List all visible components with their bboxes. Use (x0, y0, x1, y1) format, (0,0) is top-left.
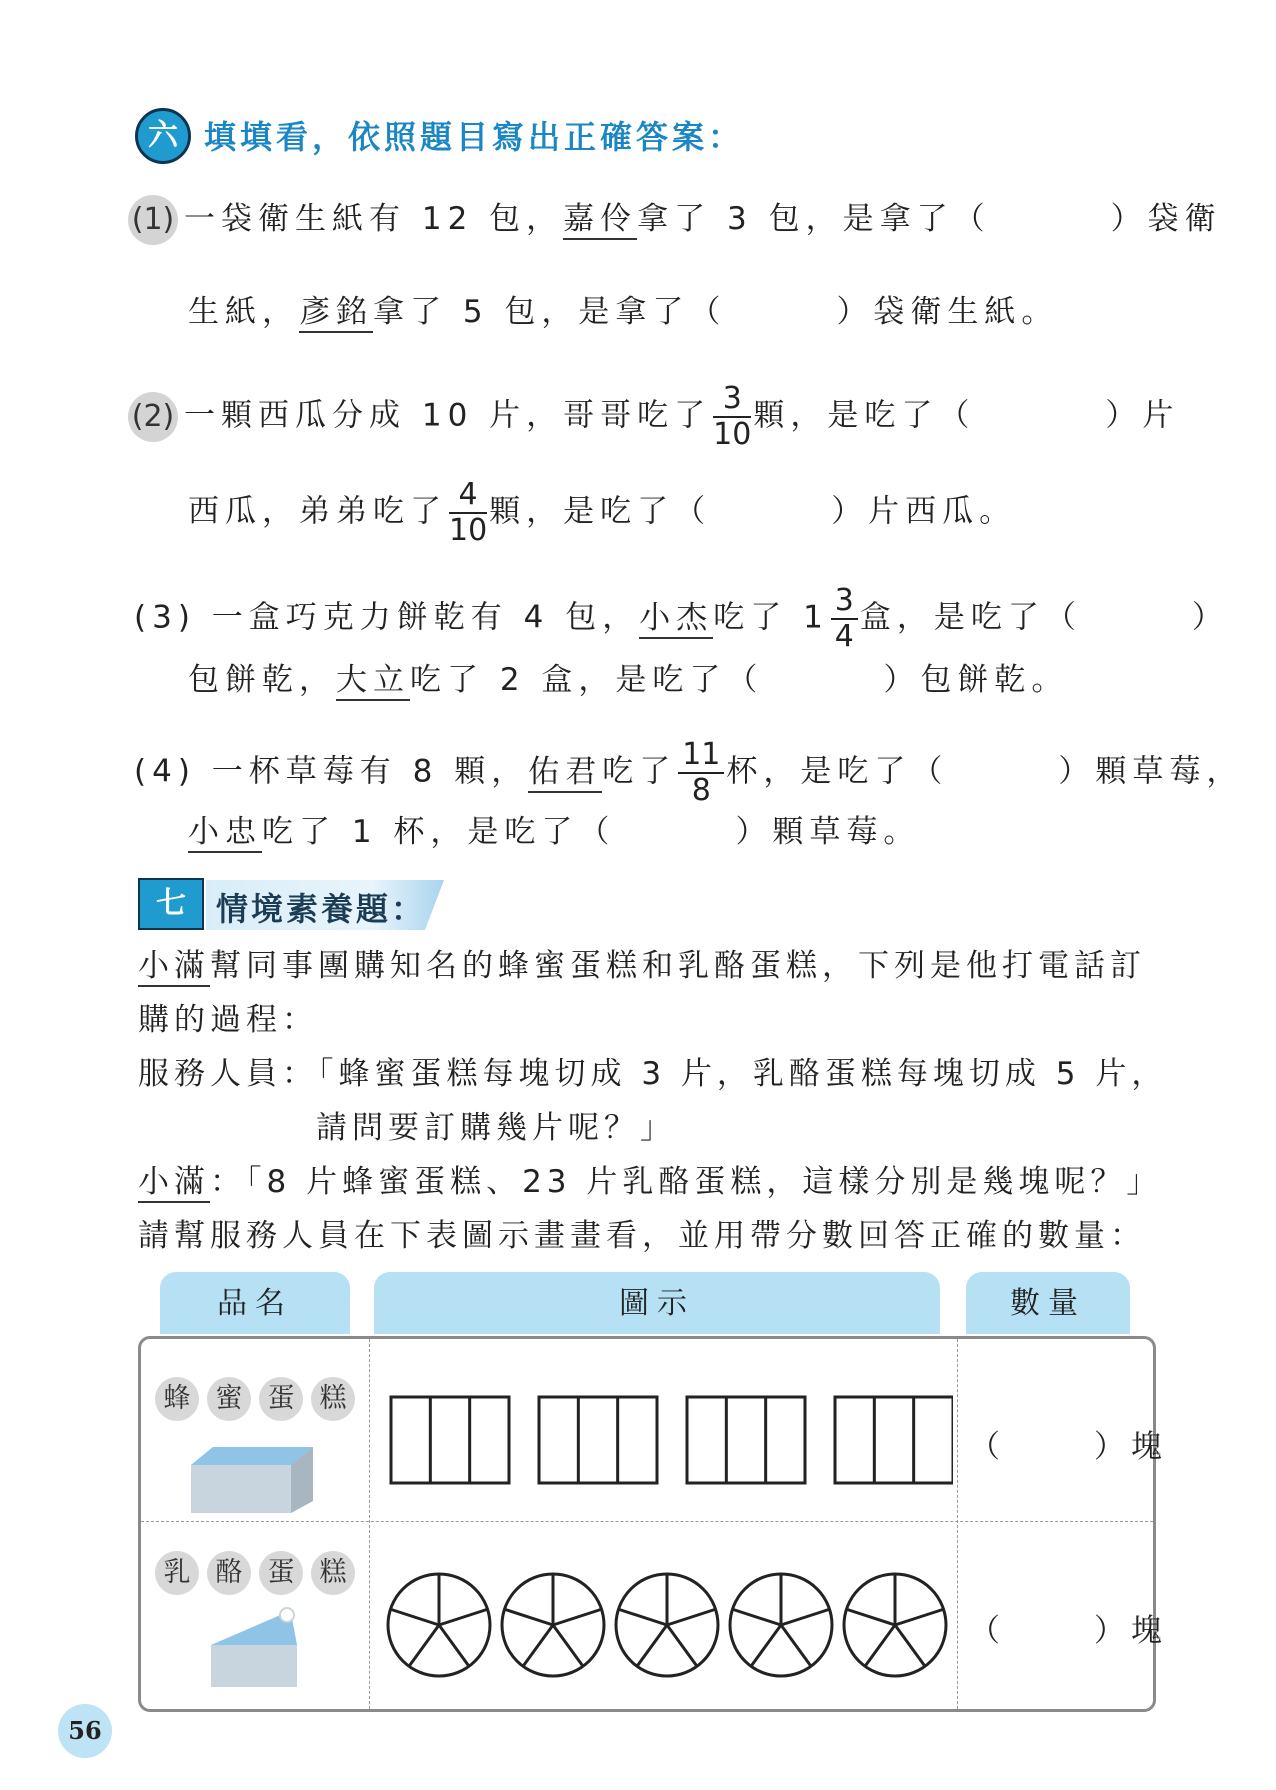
cake-block-rect (687, 1397, 805, 1483)
rectangle-diagram (383, 1385, 953, 1495)
circle-diagram (383, 1565, 953, 1685)
s7-paragraph-1: 小滿幫同事團購知名的蜂蜜蛋糕和乳酪蛋糕，下列是他打電話訂 (138, 946, 1146, 986)
q3-number: (3) (134, 599, 196, 636)
q1-line-1: (1) 一袋衛生紙有 12 包，嘉伶拿了 3 包，是拿了（ ）袋衛 (128, 195, 1222, 245)
q3-line-2: 包餅乾，大立吃了 2 盒，是吃了（ ）包餅乾。 (188, 660, 1068, 700)
section-6-title: 填填看，依照題目寫出正確答案： (204, 118, 745, 156)
row-2-name: 乳 酪 蛋 糕 (155, 1551, 355, 1595)
fraction: $\frac{11}{8}$ (678, 738, 724, 808)
header-diagram: 圖示 (374, 1272, 940, 1334)
fraction: $\frac{4}{10}$ (449, 477, 488, 548)
honey-cake-icon (183, 1439, 323, 1519)
q2-line-1: (2) 一顆西瓜分成 10 片，哥哥吃了 $\frac{3}{10}$ 顆，是吃了（ ）片 (128, 382, 1179, 452)
s7-instruction: 請幫服務人員在下表圖示畫畫看，並用帶分數回答正確的數量： (138, 1218, 1146, 1254)
q3-line-1: (3) 一盒巧克力餅乾有 4 包，小杰吃了 1 $\frac{3}{4}$ 盒，是吃了（ ） (134, 583, 1229, 654)
person-name: 小滿 (138, 1164, 210, 1203)
cake-block-rect (539, 1397, 657, 1483)
row-1-name: 蜂 蜜 蛋 糕 (155, 1377, 355, 1421)
person-name: 彥銘 (299, 294, 373, 333)
cake-block-rect (391, 1397, 509, 1483)
cheese-cake-icon (201, 1605, 311, 1695)
fraction: $\frac{3}{4}$ (831, 584, 858, 654)
q1-number: (1) (128, 195, 178, 245)
s7-paragraph-2: 購的過程： (138, 1002, 318, 1038)
s7-dialogue-staff-cont: 請問要訂購幾片呢？」 (316, 1110, 676, 1146)
person-name: 小忠 (188, 814, 262, 853)
person-name: 小滿 (138, 948, 210, 987)
q2-line-2: 西瓜，弟弟吃了 $\frac{4}{10}$ 顆，是吃了（ ）片西瓜。 (188, 477, 1017, 548)
fraction: $\frac{3}{10}$ (713, 381, 752, 452)
person-name: 佑君 (528, 754, 602, 793)
row-1-quantity: （ ）塊 (969, 1429, 1168, 1465)
s7-dialogue-customer: 小滿：「8 片蜂蜜蛋糕、23 片乳酪蛋糕，這樣分別是幾塊呢？」 (138, 1162, 1162, 1202)
person-name: 小杰 (639, 600, 713, 639)
header-quantity: 數量 (966, 1272, 1130, 1334)
header-item-name: 品名 (160, 1272, 350, 1334)
q4-number: (4) (134, 753, 196, 790)
q4-line-1: (4) 一杯草莓有 8 顆，佑君吃了 $\frac{11}{8}$ 杯，是吃了（ ）顆草莓， (134, 737, 1244, 808)
row-2-quantity: （ ）塊 (969, 1613, 1168, 1649)
q2-number: (2) (128, 392, 178, 442)
answer-table (138, 1336, 1168, 1712)
cake-block-rect (835, 1397, 953, 1483)
section-6-badge: 六 (135, 108, 191, 164)
person-name: 大立 (336, 662, 410, 701)
section-7-badge: 七 (138, 878, 204, 930)
page-number: 56 (58, 1704, 112, 1758)
s7-dialogue-staff: 服務人員：「蜂蜜蛋糕每塊切成 3 片，乳酪蛋糕每塊切成 5 片， (138, 1056, 1168, 1092)
q1-line-2: 生紙，彥銘拿了 5 包，是拿了（ ）袋衛生紙。 (188, 292, 1058, 332)
q4-line-2: 小忠吃了 1 杯，是吃了（ ）顆草莓。 (188, 812, 920, 852)
section-7-title: 情境素養題： (216, 890, 427, 928)
person-name: 嘉伶 (563, 201, 637, 240)
row-2-diagram (383, 1565, 953, 1689)
row-1-diagram (383, 1385, 953, 1499)
